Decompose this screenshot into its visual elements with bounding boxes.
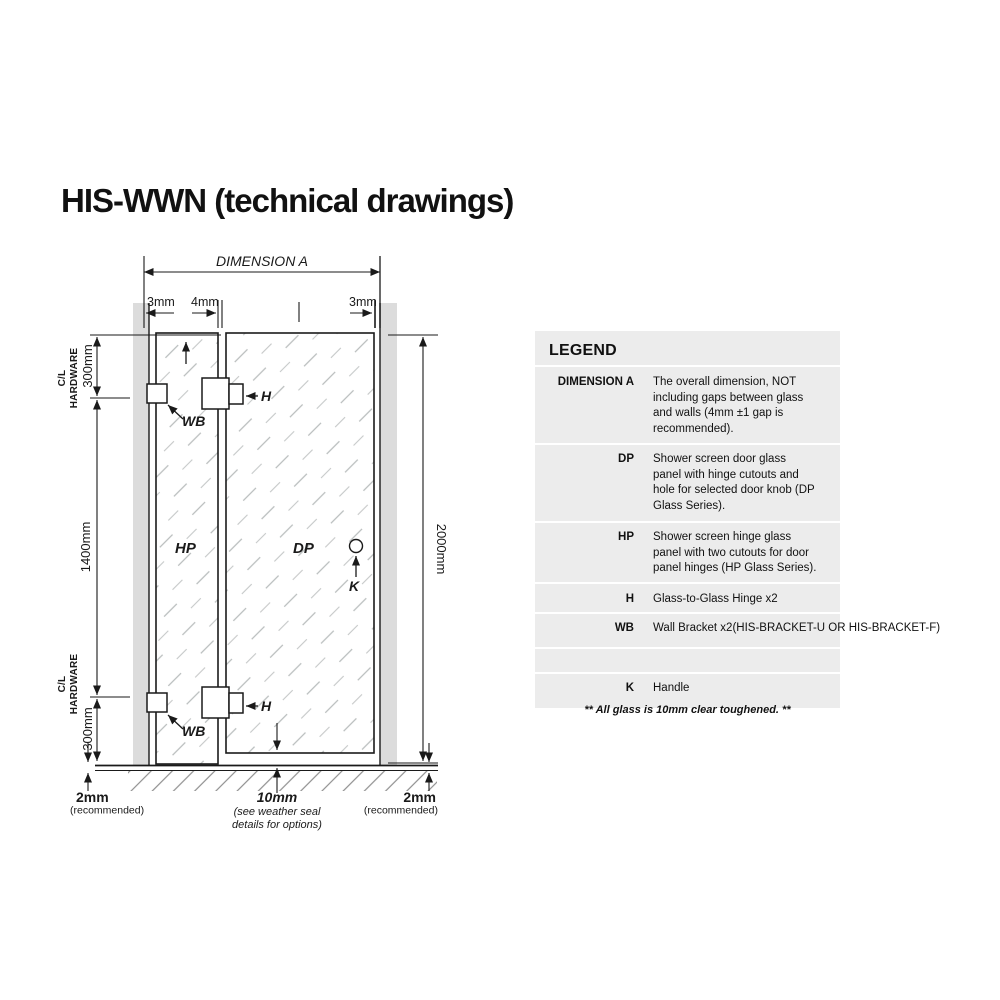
wall-bracket-top (147, 384, 167, 403)
hinge-bottom-left-plate (202, 687, 229, 718)
ground-hatch (128, 770, 437, 791)
top-gap-dims (146, 300, 375, 328)
bottom-gap-left-note: (recommended) (70, 804, 145, 817)
bottom-gap-center: 10mm (256, 789, 298, 805)
gap-middle-label: 4mm (191, 295, 219, 309)
floor (95, 766, 438, 792)
dim-300mm-top: 300mm (80, 344, 95, 388)
glass-footnote: ** All glass is 10mm clear toughened. ** (584, 704, 791, 716)
legend-term: WB (614, 622, 634, 634)
legend-desc: Wall Bracket x2(HIS-BRACKET-U OR HIS-BRACKET-F) (653, 622, 941, 634)
dim-2000mm: 2000mm (434, 523, 449, 575)
bottom-gap-right: 2mm (403, 789, 436, 805)
wall-bracket-top-label: WB (182, 413, 206, 429)
gap-right-label: 3mm (349, 295, 377, 309)
legend-row-dp (535, 443, 840, 521)
hinge-top-right-plate (229, 384, 243, 404)
bottom-gap-center-note2: details for options) (232, 819, 322, 831)
legend-row-dimension-a (535, 365, 840, 443)
hinge-bottom-right-plate (229, 693, 243, 713)
door-panel-label: DP (293, 540, 314, 557)
cl-hardware-top-line1: C/L (57, 369, 68, 387)
legend-desc: Handle (653, 681, 690, 694)
dim-300mm-bottom: 300mm (80, 707, 95, 751)
legend-heading: LEGEND (549, 342, 617, 359)
legend-term: K (625, 681, 634, 694)
hinge-bottom-label: H (261, 698, 272, 714)
hinge-top-left-plate (202, 378, 229, 409)
hinge-panel-label: HP (175, 540, 196, 557)
legend-row-k (535, 672, 840, 709)
hinge-top-label: H (261, 388, 272, 404)
cl-hardware-top-line2: HARDWARE (69, 347, 80, 409)
wall-bracket-bottom-label: WB (182, 723, 206, 739)
dimension-a-label: DIMENSION A (215, 253, 309, 269)
bottom-gap-center-note1: (see weather seal (233, 806, 321, 818)
legend-row-h (535, 582, 840, 613)
cl-hardware-bottom-line1: C/L (57, 675, 68, 693)
right-wall (380, 303, 397, 765)
handle-label: K (349, 578, 360, 594)
handle-knob (350, 540, 363, 553)
gap-left-label: 3mm (147, 295, 175, 309)
bottom-gap-left: 2mm (76, 789, 109, 805)
legend-term: H (625, 592, 634, 605)
dim-1400mm: 1400mm (78, 521, 93, 573)
wall-bracket-bottom (147, 693, 167, 712)
legend-row-spacer (535, 647, 840, 672)
page-title: HIS-WWN (technical drawings) (61, 182, 514, 219)
legend-panel (535, 331, 941, 708)
legend-desc: Shower screen door glass panel with hinge cutouts and hole for selected door knob (DP Glass Series). (653, 453, 815, 512)
legend-row-hp (535, 521, 840, 582)
bottom-gap-right-note: (recommended) (363, 804, 438, 817)
legend-desc: Glass-to-Glass Hinge x2 (653, 592, 778, 605)
legend-desc: The overall dimension, NOT including gaps between glass and walls (4mm ±1 gap is recommended). (653, 376, 804, 435)
cl-hardware-bottom-line2: HARDWARE (69, 653, 80, 715)
legend-row-wb (535, 612, 941, 647)
legend-term: HP (618, 531, 634, 543)
legend-desc: Shower screen hinge glass panel with two cutouts for door panel hinges (HP Glass Series). (653, 531, 817, 574)
legend-term: DP (618, 453, 634, 465)
legend-term: DIMENSION A (557, 376, 634, 388)
